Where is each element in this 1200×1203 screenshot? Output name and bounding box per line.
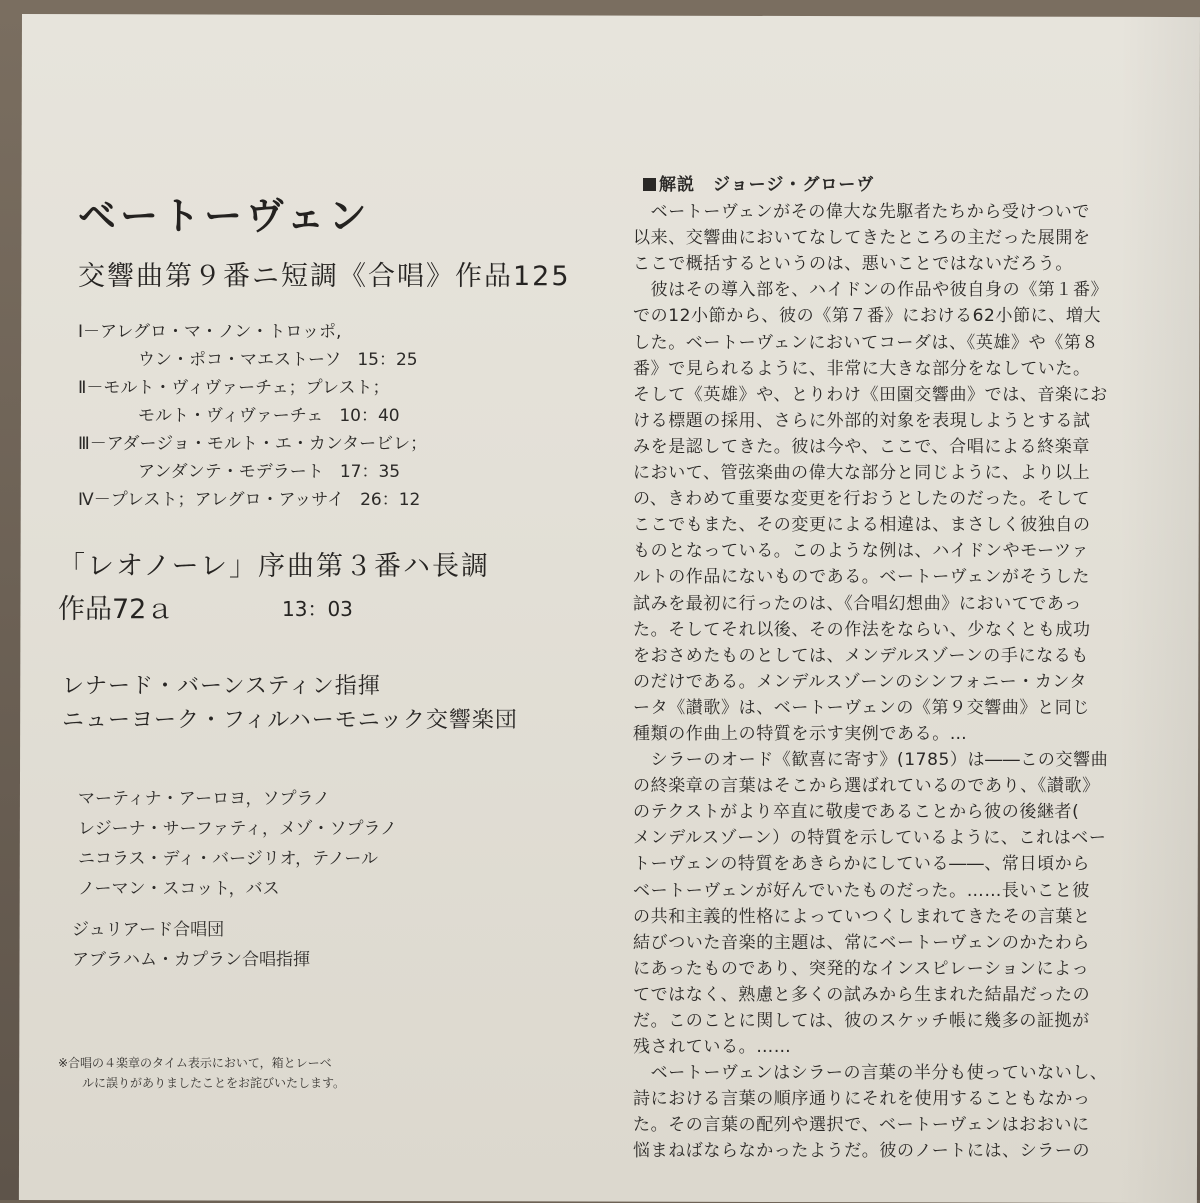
commentary-line: 悩まねばならなかったようだ。彼のノートには、シラーの bbox=[633, 1141, 1091, 1162]
erratum-line: ※合唱の４楽章のタイム表示において，箱とレーベ bbox=[58, 1056, 332, 1070]
commentary-line: た。その言葉の配列や選択で、ベートーヴェンはおおいに bbox=[633, 1115, 1090, 1136]
movement-line bbox=[78, 374, 427, 402]
movement-title: ウン・ポコ・マエストーソ bbox=[138, 350, 342, 370]
work-title: 交響曲第９番ニ短調《合唱》作品125 bbox=[78, 261, 571, 292]
commentary-line: ルトの作品にないものである。ベートーヴェンがそうした bbox=[633, 567, 1090, 588]
movement-line bbox=[78, 402, 427, 430]
commentary-column bbox=[633, 172, 1173, 1165]
movement-line bbox=[78, 430, 427, 458]
movement-title: アンダンテ・モデラート bbox=[138, 462, 324, 482]
conductor-name: レナード・バーンスティン指揮 bbox=[62, 674, 381, 699]
commentary-line: た。そしてそれ以後、その作法をならい、少なくとも成功 bbox=[633, 619, 1091, 640]
commentary-line: ものとなっている。このような例は、ハイドンやモーツァ bbox=[633, 541, 1090, 562]
commentary-line: ベートーヴェンが好んでいたものだった。……長いこと彼 bbox=[633, 880, 1090, 901]
square-bullet-icon bbox=[643, 178, 656, 191]
soloist-item: マーティナ・アーロヨ，ソプラノ bbox=[78, 789, 330, 809]
commentary-line: の、きわめて重要な変更を行おうとしたのだった。そして bbox=[633, 489, 1090, 510]
movement-line bbox=[78, 458, 427, 486]
commentary-line: てではなく、熟慮と多くの試みから生まれた結晶だったの bbox=[633, 984, 1091, 1005]
heading-author: ジョージ・グローヴ bbox=[713, 175, 875, 195]
movement-list bbox=[78, 318, 427, 514]
commentary-line: ベートーヴェンがその偉大な先駆者たちから受けついで bbox=[633, 202, 1090, 223]
overture-opus: 作品72ａ bbox=[58, 594, 174, 625]
movement-title: Ⅳ－プレスト；アレグロ・アッサイ bbox=[78, 490, 345, 510]
movement-line bbox=[78, 346, 427, 374]
commentary-line: 結びついた音楽的主題は、常にベートーヴェンのかたわら bbox=[633, 932, 1090, 953]
commentary-line: そして《英雄》や、とりわけ《田園交響曲》では、音楽にお bbox=[633, 384, 1108, 405]
commentary-line: での12小節から、彼の《第７番》における62小節に、増大 bbox=[633, 306, 1102, 327]
commentary-line: 番》で見られるように、非常に大きな部分をなしていた。 bbox=[633, 358, 1091, 379]
commentary-line: 試みを最初に行ったのは、《合唱幻想曲》においてであっ bbox=[633, 593, 1082, 614]
commentary-line: のだけである。メンデルスゾーンのシンフォニー・カンタ bbox=[633, 671, 1087, 692]
commentary-line: ータ《讃歌》は、ベートーヴェンの《第９交響曲》と同じ bbox=[633, 697, 1090, 718]
commentary-line: のテクストがより卒直に敬虔であることから彼の後継者( bbox=[633, 802, 1080, 823]
soloist-item: ニコラス・ディ・バージリオ，テノール bbox=[78, 849, 379, 869]
movement-title: Ⅲ－アダージョ・モルト・エ・カンタービレ； bbox=[78, 434, 428, 454]
commentary-line: 彼はその導入部を、ハイドンの作品や彼自身の《第１番》 bbox=[633, 280, 1109, 301]
heading-label: 解説 bbox=[659, 175, 695, 195]
chorus-block bbox=[72, 915, 310, 975]
commentary-line: 種類の作曲上の特質を示す実例である。… bbox=[633, 723, 968, 744]
erratum-note bbox=[58, 1053, 345, 1093]
movement-duration: 17：35 bbox=[339, 462, 401, 482]
movement-title: Ⅰ－アレグロ・マ・ノン・トロッポ, bbox=[78, 322, 342, 342]
soloist-item: レジーナ・サーファティ，メゾ・ソプラノ bbox=[78, 819, 398, 839]
chorus-name: ジュリアード合唱団 bbox=[72, 920, 225, 940]
commentary-line: みを是認してきた。彼は今や、ここで、合唱による終楽章 bbox=[633, 436, 1090, 457]
commentary-line: 詩における言葉の順序通りにそれを使用することもなかっ bbox=[633, 1089, 1091, 1110]
commentary-line: 残されている。…… bbox=[633, 1037, 792, 1058]
commentary-line: メンデルスゾーン）の特質を示しているように、これはベー bbox=[633, 828, 1107, 849]
commentary-line: だ。このことに関しては、彼のスケッチ帳に幾多の証拠が bbox=[633, 1011, 1090, 1031]
movement-title: Ⅱ－モルト・ヴィヴァーチェ；プレスト； bbox=[78, 378, 390, 398]
commentary-line: において、管弦楽曲の偉大な部分と同じように、より以上 bbox=[633, 463, 1091, 484]
orchestra-name: ニューヨーク・フィルハーモニック交響楽団 bbox=[62, 708, 518, 733]
chorus-master: アブラハム・カプラン合唱指揮 bbox=[72, 950, 310, 970]
commentary-line: トーヴェンの特質をあきらかにしている――、常日頃から bbox=[633, 854, 1090, 875]
movement-line bbox=[78, 318, 427, 346]
commentary-line: 以来、交響曲においてなしてきたところの主だった展開を bbox=[633, 228, 1091, 249]
soloist-item: ノーマン・スコット，バス bbox=[78, 879, 280, 899]
movement-duration: 15：25 bbox=[357, 350, 418, 370]
commentary-line: ここでもまた、その変更による相違は、まさしく彼独自の bbox=[633, 515, 1091, 536]
commentary-heading bbox=[633, 172, 1173, 198]
movement-line bbox=[78, 486, 427, 514]
soloist-list bbox=[78, 784, 397, 904]
movement-duration: 26：12 bbox=[360, 490, 421, 510]
commentary-line: ベートーヴェンはシラーの言葉の半分も使っていないし、 bbox=[633, 1063, 1108, 1084]
commentary-line: した。ベートーヴェンにおいてコーダは、《英雄》や《第８ bbox=[633, 332, 1100, 353]
commentary-line: ける標題の採用、さらに外部的対象を表現しようとする試 bbox=[633, 410, 1091, 431]
commentary-line: をおさめたものとしては、メンデルスゾーンの手になるも bbox=[633, 645, 1089, 666]
commentary-line: ここで概括するというのは、悪いことではないだろう。 bbox=[633, 254, 1073, 275]
overture-duration: 13：03 bbox=[282, 597, 353, 621]
overture-title: 「レオノーレ」序曲第３番ハ長調 bbox=[58, 551, 491, 582]
erratum-line: ルに誤りがありましたことをお詫びいたします。 bbox=[82, 1076, 346, 1090]
performers-block bbox=[62, 670, 518, 738]
commentary-line: の終楽章の言葉はそこから選ばれているのであり、《讃歌》 bbox=[633, 776, 1100, 797]
commentary-line: にあったものであり、突発的なインスピレーションによっ bbox=[633, 958, 1090, 979]
movement-duration: 10：40 bbox=[339, 406, 400, 426]
commentary-line: の共和主義的性格によっていつくしまれてきたその言葉と bbox=[633, 906, 1091, 927]
composer-name: ベートーヴェン bbox=[78, 194, 371, 238]
commentary-line: シラーのオード《歓喜に寄す》(1785）は――この交響曲 bbox=[633, 750, 1109, 771]
movement-title: モルト・ヴィヴァーチェ bbox=[138, 406, 324, 426]
